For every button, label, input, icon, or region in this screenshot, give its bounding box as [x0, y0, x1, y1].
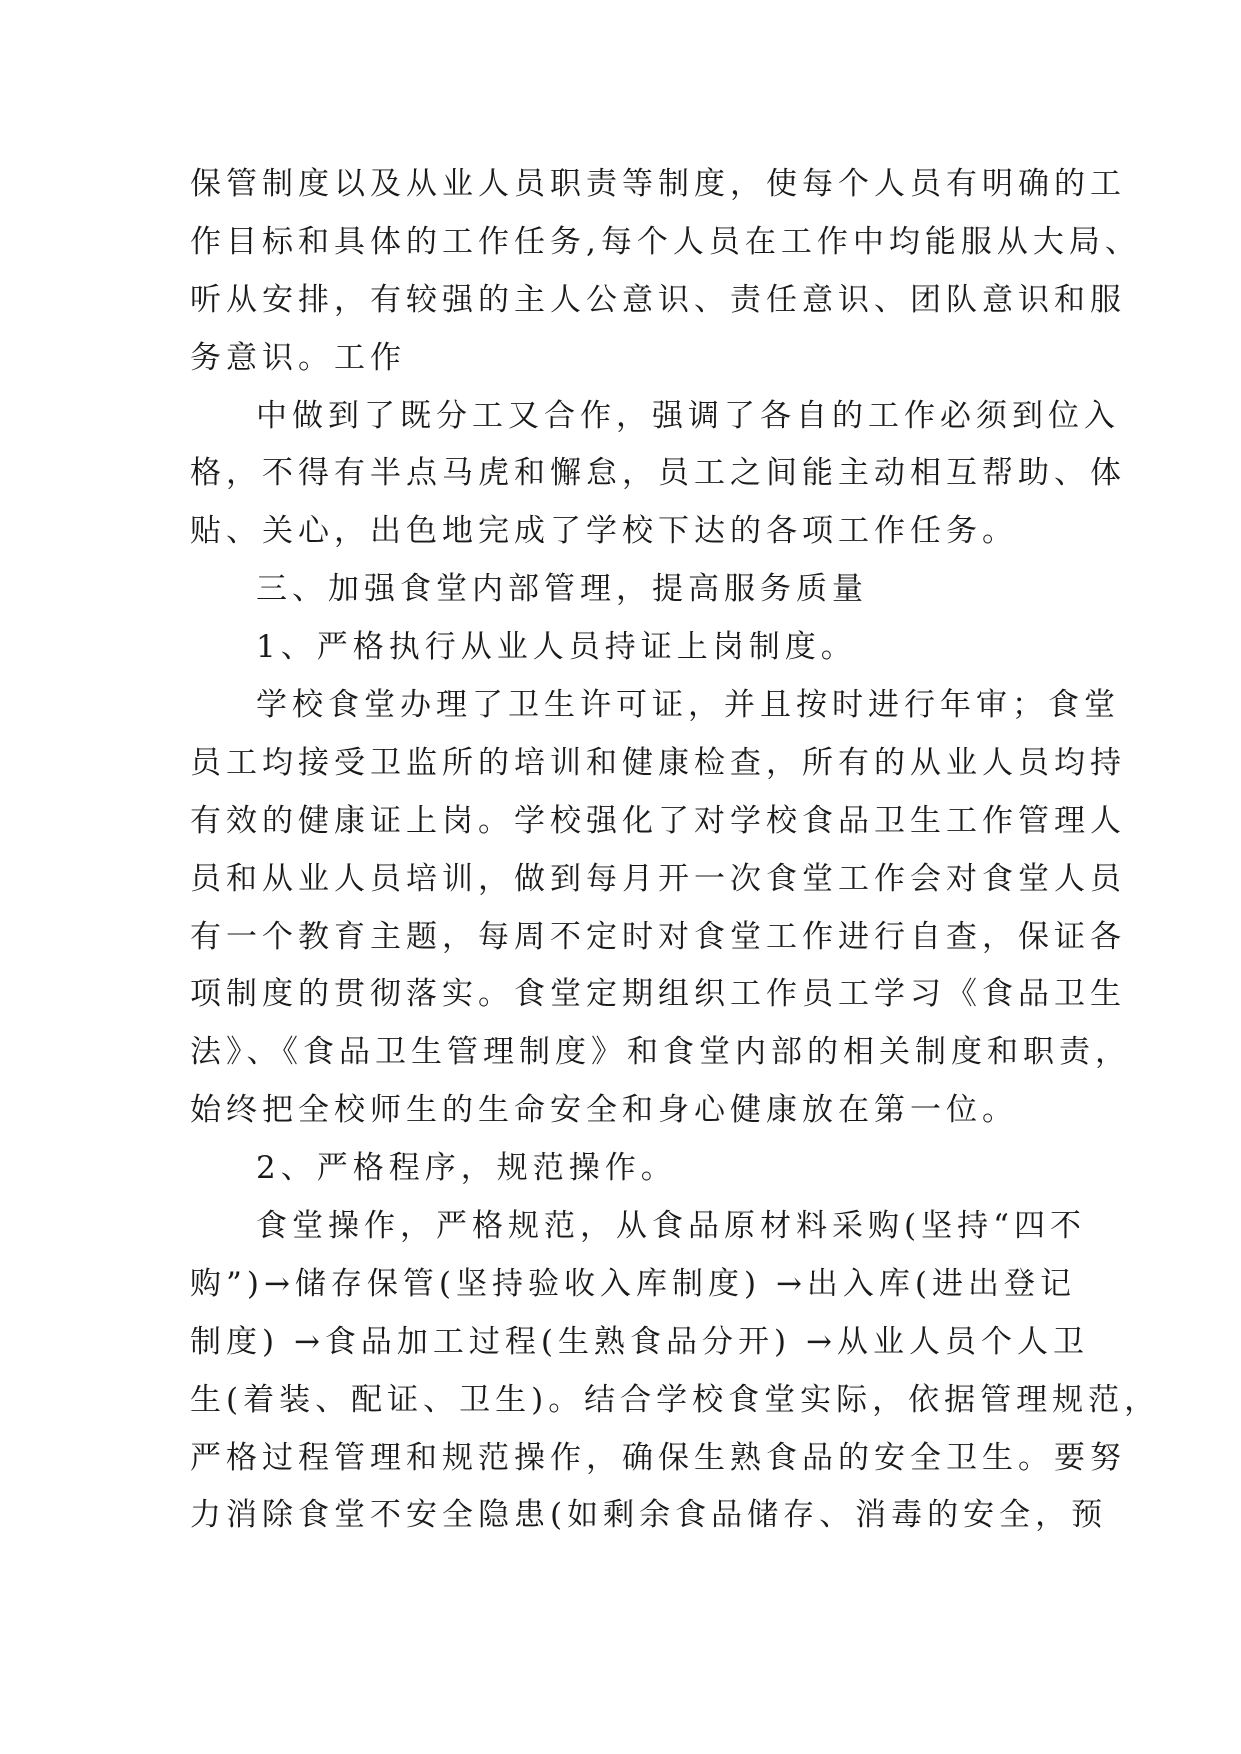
paragraph-first-line: 学校食堂办理了卫生许可证，并且按时进行年审；食堂: [256, 687, 1120, 724]
text-line: 力消除食堂不安全隐患(如剩余食品储存、消毒的安全，预: [190, 1497, 1108, 1534]
text-line: 格，不得有半点马虎和懈怠，员工之间能主动相互帮助、体: [190, 455, 1126, 492]
text-line: 有一个教育主题，每周不定时对食堂工作进行自查，保证各: [190, 918, 1126, 955]
section-heading: 三、加强食堂内部管理，提高服务质量: [256, 571, 868, 608]
text-line: 员工均接受卫监所的培训和健康检查，所有的从业人员均持: [190, 744, 1126, 781]
text-line: 员和从业人员培训，做到每月开一次食堂工作会对食堂人员: [190, 860, 1126, 897]
subsection-heading: 2、严格程序，规范操作。: [256, 1150, 677, 1187]
text-line: 作目标和具体的工作任务,每个人员在工作中均能服从大局、: [190, 223, 1141, 260]
subsection-heading: 1、严格执行从业人员持证上岗制度。: [256, 629, 857, 666]
text-line: 保管制度以及从业人员职责等制度，使每个人员有明确的工: [190, 166, 1126, 202]
text-line: 项制度的贯彻落实。食堂定期组织工作员工学习《食品卫生: [190, 976, 1126, 1013]
text-line: 贴、关心，出色地完成了学校下达的各项工作任务。: [190, 513, 1018, 550]
text-line: 购”)→储存保管(坚持验收入库制度) →出入库(进出登记: [190, 1265, 1077, 1302]
text-line: 有效的健康证上岗。学校强化了对学校食品卫生工作管理人: [190, 802, 1126, 839]
text-line: 听从安排，有较强的主人公意识、责任意识、团队意识和服: [190, 281, 1126, 318]
text-line: 生(着装、配证、卫生)。结合学校食堂实际，依据管理规范，: [190, 1381, 1161, 1418]
paragraph-first-line: 中做到了既分工又合作，强调了各自的工作必须到位入: [256, 397, 1120, 434]
paragraph-first-line: 食堂操作，严格规范，从食品原材料采购(坚持“四不: [256, 1208, 1086, 1245]
text-line: 严格过程管理和规范操作，确保生熟食品的安全卫生。要努: [190, 1439, 1126, 1476]
text-line: 始终把全校师生的生命安全和身心健康放在第一位。: [190, 1092, 1018, 1129]
text-line: 务意识。工作: [190, 339, 406, 376]
text-line: 法》、《食品卫生管理制度》和食堂内部的相关制度和职责，: [190, 1034, 1131, 1071]
text-line: 制度) →食品加工过程(生熟食品分开) →从业人员个人卫: [190, 1323, 1089, 1360]
document-body: [190, 156, 1161, 1545]
